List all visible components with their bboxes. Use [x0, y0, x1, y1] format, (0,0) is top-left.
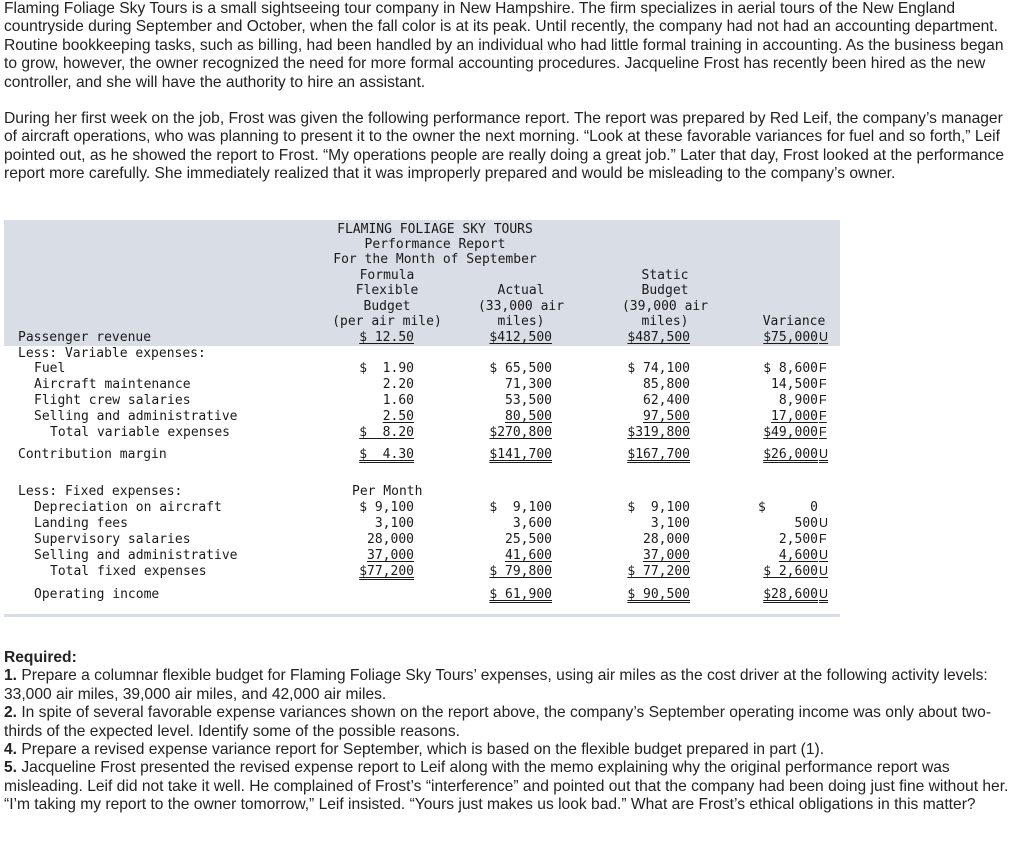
- cell-actual-depreciation: $ 9,100: [489, 500, 552, 515]
- required-item-5-text: Jacqueline Frost presented the revised expense report to Leif along with the memo explaining why the original performance report was misleading. Leif did not take it well. He complained of Frost’s “interference” and pointed out that the company had been doing just fine without her. “I’m taking my report to the owner tomorrow,” Leif insisted. “Yours just makes us look bad.” What are Frost’s ethical obligations in this matter?: [4, 759, 1009, 814]
- cell-variance-sga-variable: 17,000: [771, 409, 818, 424]
- row-label-less-variable: Less: Variable expenses:: [18, 346, 206, 361]
- cell-variance-total-variable: $49,000: [763, 425, 818, 440]
- required-item-1-number: 1.: [4, 667, 18, 685]
- cell-variance-total-fixed: $ 2,600: [763, 564, 818, 579]
- row-label-supervisory: Supervisory salaries: [34, 532, 191, 547]
- cell-static-total-fixed: $ 77,200: [627, 564, 690, 579]
- cell-actual-supervisory: 25,500: [505, 532, 552, 547]
- col-per-month: Per Month: [352, 484, 423, 499]
- intro-paragraph-2: During her first week on the job, Frost was given the following performance report. The report was prepared by Red Leif, the company’s manager of aircraft operations, who was planning to present it to the owner the next morning. “Look at these favorable variances for fuel and so forth,” Leif pointed out, as he showed the report to Frost. “My operations people are really doing a great job.” Later that day, Frost looked at the performance report more carefully. She immediately realized that it was improperly prepared and would be misleading to the company’s owner.: [4, 110, 1005, 183]
- cell-static-revenue: $487,500: [627, 330, 690, 345]
- required-item-4: [4, 741, 1016, 759]
- col-formula-line2: Flexible: [355, 283, 419, 298]
- col-actual-line2: (33,000 air: [477, 299, 565, 314]
- cell-variance-operating-income: $28,600: [763, 587, 818, 602]
- flag-landing: U: [819, 516, 829, 530]
- cell-static-operating-income: $ 90,500: [627, 587, 690, 602]
- row-label-landing: Landing fees: [34, 516, 128, 531]
- cell-actual-total-variable: $270,800: [489, 425, 552, 440]
- row-label-sga-fixed: Selling and administrative: [34, 548, 238, 563]
- report-title: FLAMING FOLIAGE SKY TOURS: [337, 222, 533, 237]
- required-section: [4, 649, 1016, 815]
- report-header: [4, 220, 840, 346]
- cell-static-sga-variable: 97,500: [643, 409, 690, 424]
- col-formula-line4: (per air mile): [332, 314, 442, 329]
- required-item-1-text: Prepare a columnar flexible budget for Flaming Foliage Sky Tours’ expenses, using air miles as the cost driver at the following activity levels: 33,000 air miles, 39,000 air miles, and 42,000 air miles.: [4, 667, 988, 703]
- flag-sga-variable: F: [819, 409, 827, 423]
- cell-actual-contribution-margin: $141,700: [489, 447, 552, 462]
- required-item-5: [4, 759, 1016, 814]
- cell-static-supervisory: 28,000: [643, 532, 690, 547]
- row-label-revenue: Passenger revenue: [18, 330, 152, 345]
- cell-formula-fuel: $ 1.90: [359, 361, 414, 376]
- flag-contribution-margin: U: [819, 447, 829, 461]
- cell-formula-landing: 3,100: [374, 516, 414, 531]
- col-actual-line3: miles): [497, 314, 545, 329]
- cell-variance-maintenance: 14,500: [771, 377, 818, 392]
- cell-variance-sga-fixed: 4,600: [778, 548, 818, 563]
- cell-formula-contribution-margin: $ 4.30: [359, 447, 414, 462]
- cell-static-sga-fixed: 37,000: [643, 548, 690, 563]
- cell-formula-maintenance: 2.20: [382, 377, 414, 392]
- cell-variance-supervisory: 2,500: [778, 532, 818, 547]
- cell-formula-depreciation: $ 9,100: [359, 500, 414, 515]
- required-item-5-number: 5.: [4, 759, 18, 777]
- cell-actual-revenue: $412,500: [489, 330, 552, 345]
- flag-fuel: F: [819, 361, 827, 375]
- cell-formula-revenue: $ 12.50: [359, 330, 414, 345]
- row-label-total-fixed: Total fixed expenses: [50, 564, 207, 579]
- cell-variance-contribution-margin: $26,000: [763, 447, 818, 462]
- cell-static-crew: 62,400: [643, 393, 690, 408]
- required-item-2: [4, 704, 1016, 741]
- col-actual-line1: Actual: [497, 283, 545, 298]
- report-subtitle: Performance Report: [364, 237, 506, 252]
- flag-operating-income: U: [819, 587, 829, 601]
- col-static-line1: Static: [641, 268, 689, 283]
- cell-static-total-variable: $319,800: [627, 425, 690, 440]
- cell-formula-total-variable: $ 8.20: [359, 425, 414, 440]
- flag-total-variable: F: [819, 425, 827, 439]
- row-label-depreciation: Depreciation on aircraft: [34, 500, 222, 515]
- cell-static-landing: 3,100: [650, 516, 690, 531]
- col-static-line4: miles): [641, 314, 689, 329]
- cell-formula-sga-fixed: 37,000: [367, 548, 414, 563]
- performance-report-table: [4, 220, 840, 620]
- cell-formula-crew: 1.60: [382, 393, 414, 408]
- cell-formula-total-fixed: $77,200: [359, 564, 414, 579]
- cell-formula-supervisory: 28,000: [367, 532, 414, 547]
- cell-actual-maintenance: 71,300: [505, 377, 552, 392]
- flag-total-fixed: U: [819, 564, 829, 578]
- flag-revenue: U: [819, 330, 829, 344]
- flag-supervisory: F: [819, 532, 827, 546]
- required-item-2-text: In spite of several favorable expense variances shown on the report above, the company’s September operating income was only about two-thirds of the expected level. Identify some of the possible reasons.: [4, 704, 992, 740]
- row-label-crew: Flight crew salaries: [34, 393, 191, 408]
- col-variance: Variance: [762, 314, 826, 329]
- intro-paragraph-1: Flaming Foliage Sky Tours is a small sightseeing tour company in New Hampshire. The firm specializes in aerial tours of the New England countryside during September and October, when the fall color is at its peak. Until recently, the company had not had an accounting department. Routine bookkeeping tasks, such as billing, had been handled by an individual who had little formal training in accounting. As the business began to grow, however, the owner recognized the need for more formal accounting procedures. Jacqueline Frost has recently been hired as the new controller, and she will have the authority to hire an assistant.: [4, 0, 1004, 91]
- required-item-4-number: 4.: [4, 741, 18, 759]
- row-label-total-variable: Total variable expenses: [50, 425, 231, 440]
- cell-static-maintenance: 85,800: [643, 377, 690, 392]
- required-item-4-text: Prepare a revised expense variance report for September, which is based on the flexible budget prepared in part (1).: [17, 741, 825, 759]
- cell-static-depreciation: $ 9,100: [627, 500, 690, 515]
- cell-actual-total-fixed: $ 79,800: [489, 564, 552, 579]
- cell-variance-depreciation-sign: $: [758, 500, 766, 515]
- cell-actual-sga-fixed: 41,600: [505, 548, 552, 563]
- col-formula-line3: Budget: [363, 299, 411, 314]
- report-period: For the Month of September: [333, 252, 537, 267]
- row-label-fuel: Fuel: [34, 361, 66, 376]
- col-formula-line1: Formula: [359, 268, 415, 283]
- cell-variance-crew: 8,900: [778, 393, 818, 408]
- cell-static-fuel: $ 74,100: [627, 361, 690, 376]
- flag-maintenance: F: [819, 377, 827, 391]
- col-static-line3: (39,000 air: [621, 299, 709, 314]
- required-item-2-number: 2.: [4, 704, 18, 722]
- col-static-line2: Budget: [641, 283, 689, 298]
- row-label-less-fixed: Less: Fixed expenses:: [18, 484, 183, 499]
- cell-actual-landing: 3,600: [512, 516, 552, 531]
- required-item-1: [4, 667, 1016, 704]
- cell-formula-sga-variable: 2.50: [382, 409, 414, 424]
- flag-sga-fixed: U: [819, 548, 829, 562]
- row-label-maintenance: Aircraft maintenance: [34, 377, 191, 392]
- cell-variance-fuel: $ 8,600: [763, 361, 818, 376]
- row-label-contribution-margin: Contribution margin: [18, 447, 167, 462]
- row-label-sga-variable: Selling and administrative: [34, 409, 238, 424]
- required-heading: Required:: [4, 649, 77, 666]
- cell-actual-operating-income: $ 61,900: [489, 587, 552, 602]
- cell-static-contribution-margin: $167,700: [627, 447, 690, 462]
- cell-actual-sga-variable: 80,500: [505, 409, 552, 424]
- cell-actual-crew: 53,500: [505, 393, 552, 408]
- cell-variance-landing: 500: [794, 516, 818, 531]
- row-label-operating-income: Operating income: [34, 587, 160, 602]
- cell-actual-fuel: $ 65,500: [489, 361, 552, 376]
- flag-crew: F: [819, 393, 827, 407]
- cell-variance-revenue: $75,000: [763, 330, 818, 345]
- cell-variance-depreciation: 0: [810, 500, 818, 515]
